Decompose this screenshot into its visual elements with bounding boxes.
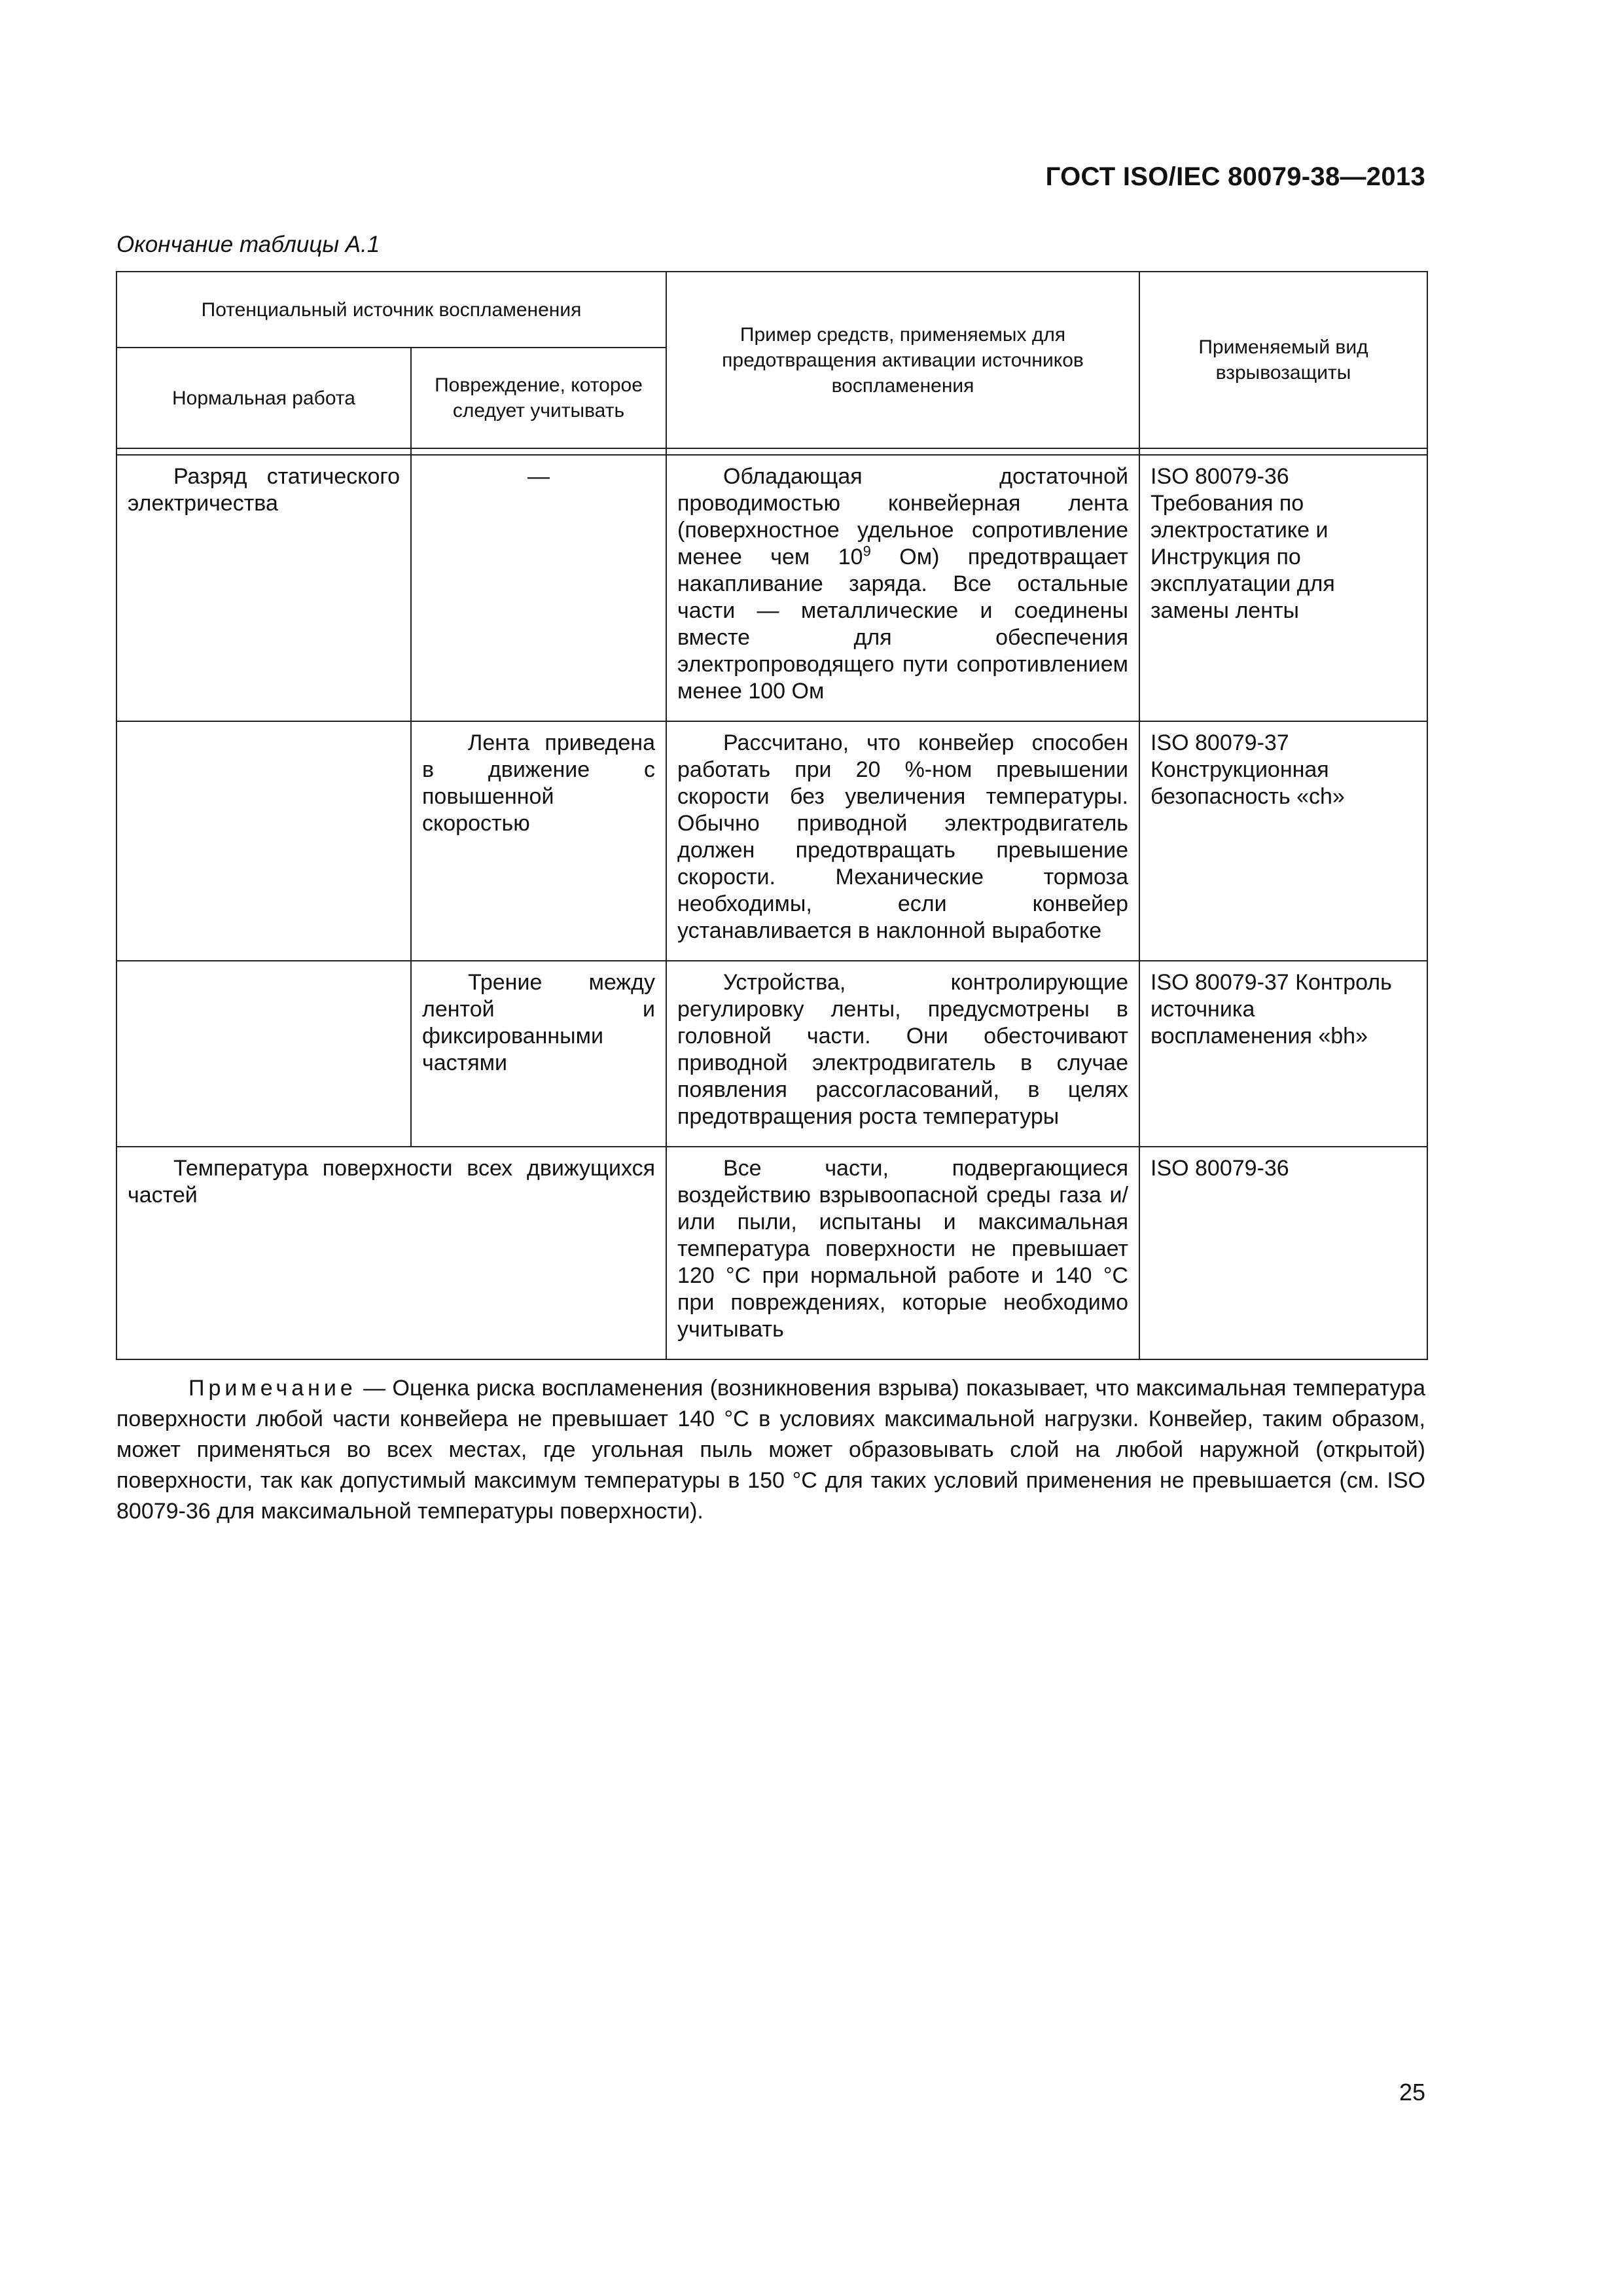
header-normal-operation: Нормальная работа	[116, 348, 411, 448]
document-code: ГОСТ ISO/IEC 80079-38—2013	[1045, 162, 1425, 191]
table-row	[116, 455, 1427, 721]
cell-damage: Лента приведена в движение с повышенной скоростью	[411, 721, 666, 961]
table-note	[116, 1373, 1425, 1527]
cell-prevention-means	[666, 455, 1139, 721]
cell-normal-operation	[116, 961, 411, 1147]
note-text: — Оценка риска воспламенения (возникновения взрыва) показывает, что максимальная температура поверхности любой части конвейера не превышает 140 °С в условиях максимальной нагрузки. Конвейер, таким образом, может применяться во всех местах, где угольная пыль может образовывать слой на любой наружной (открытой) поверхности, так как допустимый максимум температуры в 150 °С для таких условий применения не превышается (см. ISO 80079-36 для максимальной температуры поверхности).	[116, 1376, 1425, 1524]
ignition-sources-table	[116, 271, 1428, 1360]
header-ignition-source-group: Потенциальный источник воспламенения	[116, 272, 666, 348]
means-text-part-2: Ом) предотвращает накапливание заряда. Все остальные части — металлические и соединены вместе для обеспечения электропроводящего пути сопротивлением менее 100 Ом	[677, 545, 1128, 704]
cell-prevention-means: Устройства, контролирующие регулировку ленты, предусмотрены в головной части. Они обесточивают приводной электродвигатель в случае появления рассогласований, в целях предотвращения роста температуры	[666, 961, 1139, 1147]
page-number: 25	[1399, 2079, 1425, 2106]
table-row	[116, 1147, 1427, 1359]
header-prevention-means: Пример средств, применяемых для предотвращения активации источников воспламенения	[666, 272, 1139, 448]
cell-protection-type: ISO 80079-36 Требования по электростатике и Инструкция по эксплуатации для замены ленты	[1139, 455, 1427, 721]
means-text-part-1: Обладающая достаточной проводимостью конвейерная лента (поверхностное удельное сопротивление менее чем 10	[677, 464, 1128, 569]
means-superscript: 9	[863, 543, 871, 560]
cell-damage: Трение между лентой и фиксированными частями	[411, 961, 666, 1147]
cell-protection-type: ISO 80079-37 Контроль источника воспламенения «bh»	[1139, 961, 1427, 1147]
cell-protection-type: ISO 80079-36	[1139, 1147, 1427, 1359]
header-damage: Повреждение, которое следует учитывать	[411, 348, 666, 448]
cell-prevention-means: Все части, подвергающиеся воздействию взрывоопасной среды газа и/или пыли, испытаны и максимальная температура поверхности не превышает 120 °С при нормальной работе и 140 °С при повреждениях, которые необходимо учитывать	[666, 1147, 1139, 1359]
header-protection-type: Применяемый вид взрывозащиты	[1139, 272, 1427, 448]
table-header-row-1	[116, 272, 1427, 348]
note-label: Примечание	[188, 1376, 357, 1401]
table-caption: Окончание таблицы А.1	[116, 232, 380, 257]
cell-normal-operation	[116, 721, 411, 961]
cell-damage: —	[411, 455, 666, 721]
cell-prevention-means: Рассчитано, что конвейер способен работать при 20 %-ном превышении скорости без увеличения температуры. Обычно приводной электродвигатель должен предотвращать превышение скорости. Механические тормоза необходимы, если конвейер устанавливается в наклонной выработке	[666, 721, 1139, 961]
header-separator	[116, 448, 1427, 455]
cell-normal-operation: Разряд статического электричества	[116, 455, 411, 721]
cell-protection-type: ISO 80079-37 Конструкционная безопасность «ch»	[1139, 721, 1427, 961]
cell-normal-operation-merged: Температура поверхности всех движущихся частей	[116, 1147, 666, 1359]
table-row	[116, 961, 1427, 1147]
table-row	[116, 721, 1427, 961]
